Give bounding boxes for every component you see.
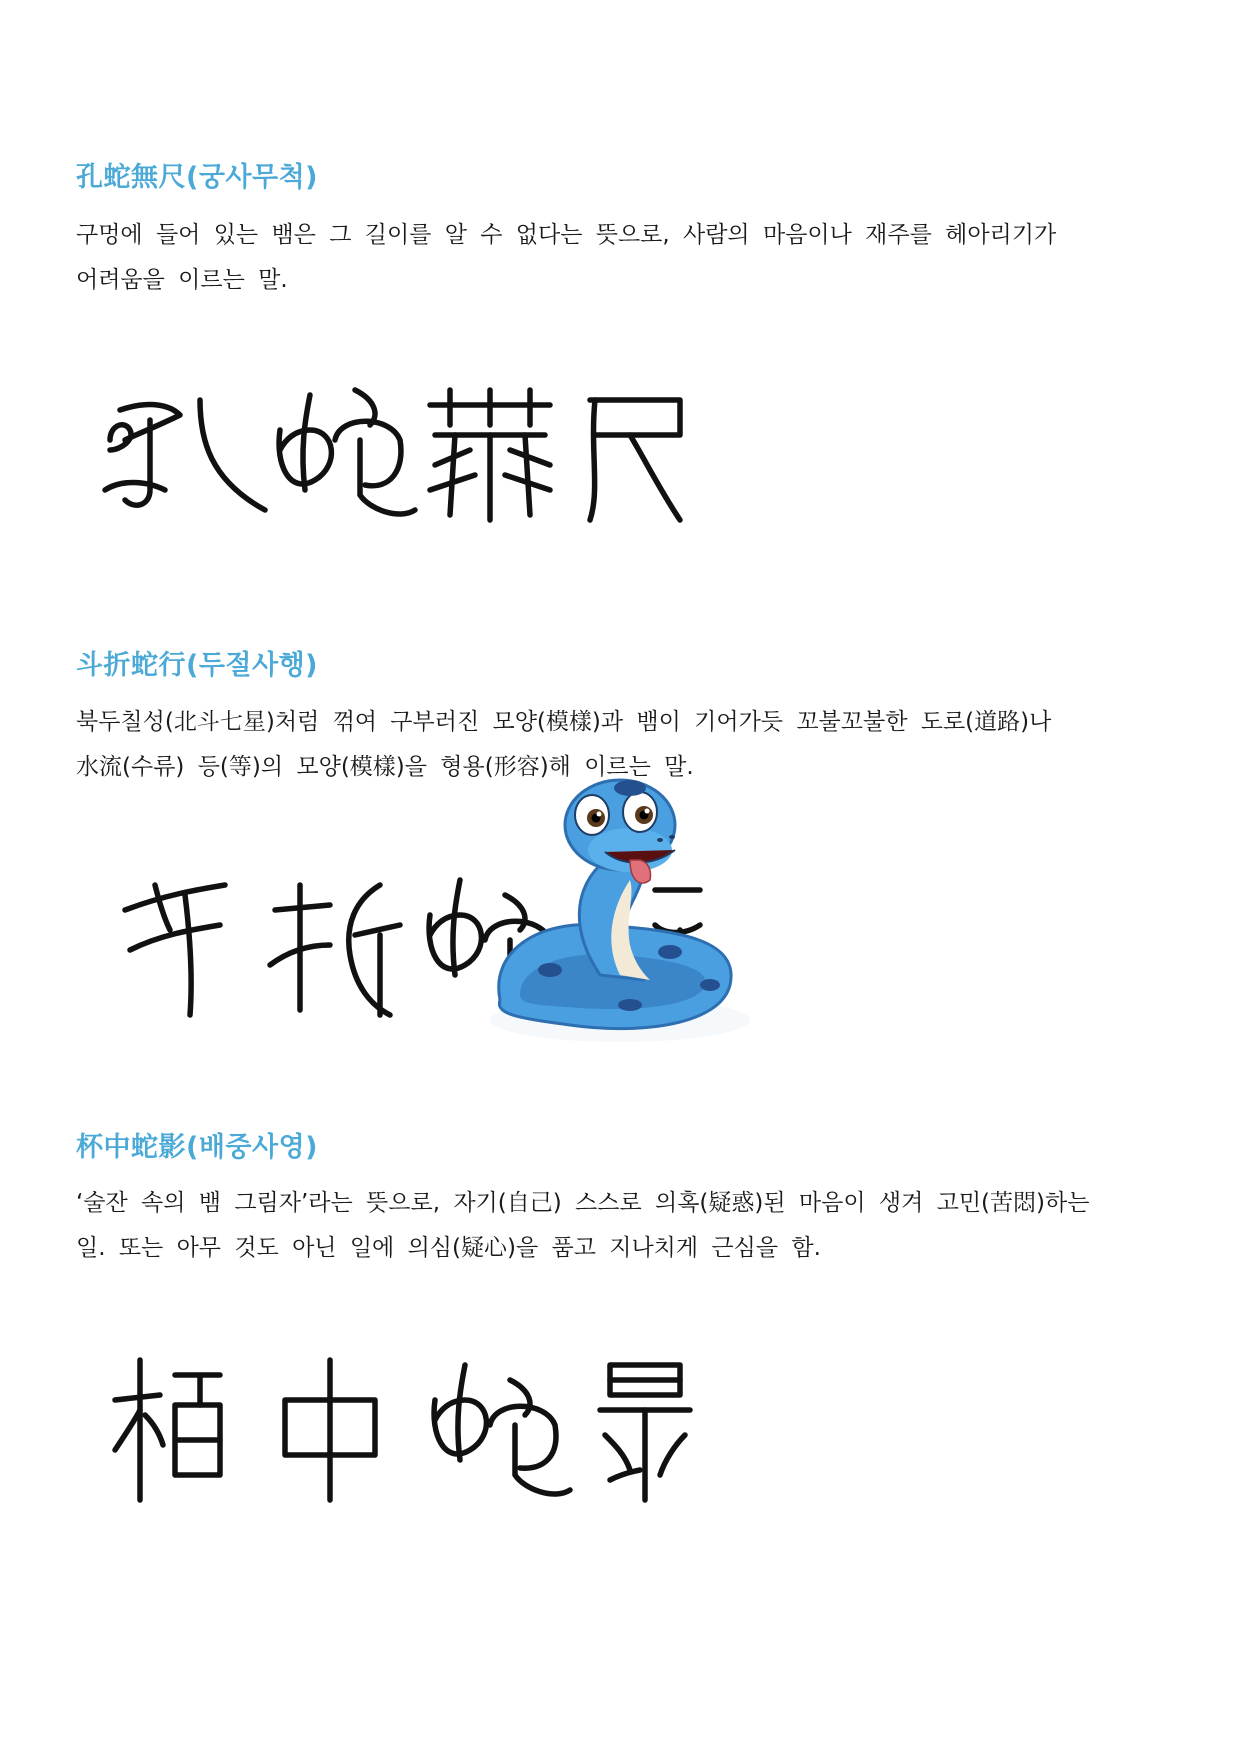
seal-char-zhe — [270, 885, 400, 1015]
seal-char-kong — [105, 400, 265, 510]
section-1-seal-script — [90, 380, 790, 544]
section-1-heading: 孔蛇無尺(궁사무척) — [76, 162, 319, 193]
seal-char-she-3 — [434, 1365, 570, 1494]
section-3-seal-script — [90, 1350, 790, 1514]
section-2-text-line-1: 북두칠성(北斗七星)처럼 꺾여 구부러진 모양(模樣)과 뱀이 기어가듯 꼬불꼬불한 도로(道路)나 — [76, 709, 1052, 735]
seal-char-ying — [600, 1365, 690, 1500]
seal-char-she — [279, 390, 415, 514]
section-3-text-line-2: 일. 또는 아무 것도 아닌 일에 의심(疑心)을 품고 지나치게 근심을 함. — [76, 1235, 821, 1261]
section-3-text-line-1: ‘술잔 속의 뱀 그림자’라는 뜻으로, 자기(自己) 스스로 의혹(疑惑)된 마음이 생겨 고민(苦悶)하는 — [76, 1190, 1090, 1216]
snake-illustration — [480, 770, 760, 1054]
section-2-text-line-2: 水流(수류) 등(等)의 모양(模樣)을 형용(形容)해 이르는 말. — [76, 754, 694, 780]
section-3-text — [76, 1181, 1166, 1271]
section-1-text-line-1: 구멍에 들어 있는 뱀은 그 길이를 알 수 없다는 뜻으로, 사람의 마음이나 재주를 헤아리기가 — [76, 222, 1057, 248]
seal-char-chi — [590, 400, 680, 520]
seal-char-zhong — [285, 1360, 375, 1500]
section-3-heading: 杯中蛇影(배중사영) — [76, 1132, 319, 1163]
section-1-text — [76, 213, 1166, 303]
seal-char-bei — [115, 1360, 220, 1500]
section-2-heading: 斗折蛇行(두절사행) — [76, 650, 319, 681]
seal-char-dou — [125, 885, 225, 1015]
section-1-text-line-2: 어려움을 이르는 말. — [76, 267, 288, 293]
seal-char-wu — [430, 390, 550, 520]
